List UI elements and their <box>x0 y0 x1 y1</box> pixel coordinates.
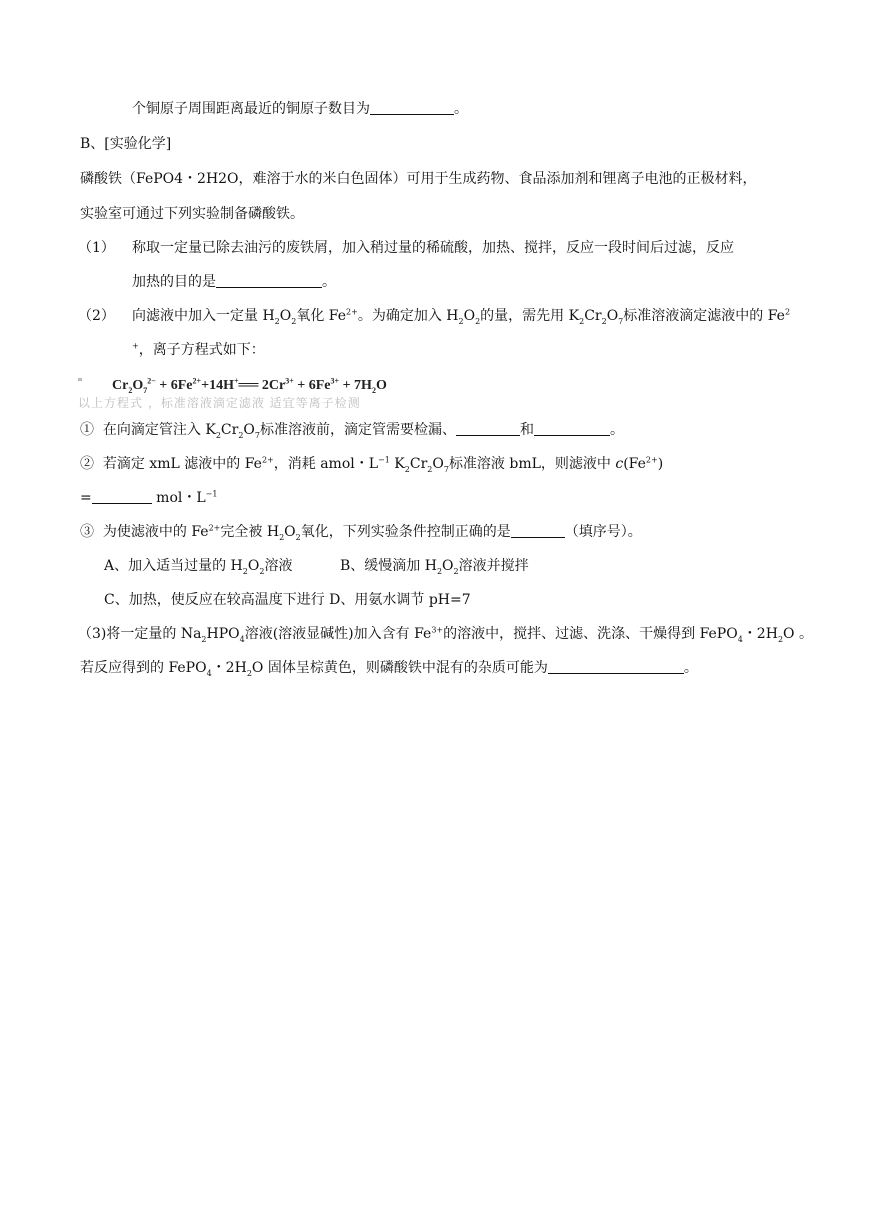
answer-blank-q1[interactable] <box>216 273 322 288</box>
circled-number-3: ③ <box>80 524 94 540</box>
q3-text: 溶液(溶液显碱性)加入含有 Fe <box>244 626 432 642</box>
s3-sub: 2 <box>279 532 285 542</box>
s2-text: (Fe <box>623 456 646 472</box>
s2-c-var: c <box>615 456 624 472</box>
q3-text: ・2H <box>211 660 247 676</box>
q3-end: 。 <box>683 660 698 676</box>
q2-text-d: 。为确定加入 H <box>357 308 459 324</box>
intro-line-1: 磷酸铁（FePO4・2H2O，难溶于水的米白色固体）可用于生成药物、食品添加剂和锂离子电池的正极材料， <box>80 171 757 187</box>
s3-sub: 2 <box>295 532 301 542</box>
eq-sup: 2+ <box>192 376 202 386</box>
s1-end: 。 <box>610 422 624 438</box>
circled-number-2: ② <box>80 456 94 472</box>
s2-text: O <box>432 456 444 472</box>
s2-equals: = <box>80 490 92 506</box>
q3-line-2 <box>80 659 698 677</box>
optA-text: 溶液 <box>264 558 293 574</box>
q1-line-1: 称取一定量已除去油污的废铁屑，加入稍过量的稀硫酸，加热、搅拌，反应一段时间后过滤，反应 <box>132 240 734 256</box>
s2-text: ，消耗 amol・L <box>273 456 379 472</box>
section-heading-b: B、[实验化学] <box>80 136 172 152</box>
line1-end: 。 <box>454 101 468 117</box>
s1-text: Cr <box>220 422 239 438</box>
q3-sup: 3+ <box>431 625 444 635</box>
subq-2-line-2 <box>80 489 217 507</box>
s1-text: O <box>243 422 255 438</box>
s1-text: 标准溶液前，滴定管需要检漏、 <box>260 422 456 438</box>
s3-sup: 2+ <box>208 523 221 533</box>
s2-text: K <box>389 456 405 472</box>
s3-end: （填序号）。 <box>564 524 642 540</box>
optA-sub: 2 <box>242 566 248 576</box>
q2-text-b: O <box>279 308 292 324</box>
optB-sub: 2 <box>436 566 443 576</box>
q3-sub: 4 <box>206 668 212 678</box>
q2-line-1 <box>132 307 790 325</box>
s3-text: 完全被 H <box>220 524 280 540</box>
eq-sub: 2 <box>128 385 133 395</box>
s2-sub: 2 <box>404 464 410 474</box>
q2-sup: 2 <box>784 307 791 317</box>
q3-sub: 2 <box>246 668 252 678</box>
q2-sub: 7 <box>618 316 624 326</box>
answer-blank-1[interactable] <box>370 100 454 115</box>
q2-sup-plus: + <box>132 341 139 351</box>
optB-text: B、缓慢滴加 H <box>340 558 437 574</box>
s2-text: Cr <box>409 456 428 472</box>
q1-end: 。 <box>322 274 336 290</box>
eq-sup: + <box>233 376 239 386</box>
s2-text: 若滴定 xmL 滤液中的 Fe <box>102 456 262 472</box>
eq-part: + 7H <box>339 378 372 393</box>
s2-sup: 2+ <box>261 455 274 465</box>
q2-text-i: 标准溶液滴定滤液中的 Fe <box>623 308 785 324</box>
q2-text-g: Cr <box>584 308 602 324</box>
question-line-copper <box>132 100 468 118</box>
q2-sup: 2+ <box>346 307 358 317</box>
s1-sub: 2 <box>238 430 244 440</box>
intro-line-2: 实验室可通过下列实验制备磷酸铁。 <box>80 206 304 222</box>
q1-line-2 <box>132 273 336 291</box>
q2-sub: 2 <box>601 316 607 326</box>
line1-text: 个铜原子周围距离最近的铜原子数目为 <box>132 101 370 117</box>
q1-line-2-text: 加热的目的是 <box>132 274 216 290</box>
subq-1 <box>80 421 624 439</box>
eq-part: O <box>132 378 144 393</box>
s2-sup: −1 <box>378 455 390 465</box>
eq-part: Cr <box>112 378 129 393</box>
eq-sub: 2 <box>371 385 376 395</box>
s2-unit-sup: −1 <box>205 489 218 499</box>
answer-blank-q3[interactable] <box>548 659 684 674</box>
q3-text: O 。 <box>783 626 813 642</box>
s1-and: 和 <box>520 422 534 438</box>
subq-3 <box>80 523 642 541</box>
q2-sub: 2 <box>458 316 464 326</box>
q3-sub: 2 <box>201 634 207 644</box>
q3-text: ・2H <box>742 626 778 642</box>
q2-sub: 2 <box>291 316 297 326</box>
q3-line-1 <box>78 625 813 643</box>
eq-sub: 7 <box>143 385 148 395</box>
s3-text: 为使滤液中的 Fe <box>102 524 209 540</box>
q2-number: （2） <box>78 308 115 324</box>
s3-text: O <box>284 524 296 540</box>
q2-sub: 2 <box>579 316 585 326</box>
circled-number-1: ① <box>80 422 94 438</box>
q2-text-h: O <box>606 308 619 324</box>
eq-part: + 6Fe <box>155 378 193 393</box>
eq-sup: 2− <box>147 376 156 386</box>
q3-text: 的溶液中，搅拌、过滤、洗涤、干燥得到 FePO <box>443 626 738 642</box>
s1-sub: 7 <box>254 430 260 440</box>
eq-sup: 3+ <box>330 376 340 386</box>
eq-part: + 6Fe <box>293 378 331 393</box>
answer-blank-s2[interactable] <box>92 489 152 504</box>
q3-text: HPO <box>206 626 240 642</box>
s1-sub: 2 <box>215 430 221 440</box>
q1-number: （1） <box>78 240 115 256</box>
eq-part: 2Cr <box>258 378 286 393</box>
option-b <box>340 557 529 575</box>
optB-sub: 2 <box>453 566 459 576</box>
answer-blank-s1a[interactable] <box>456 421 520 436</box>
s2-sup: 2+ <box>645 455 658 465</box>
optA-sub: 2 <box>259 566 265 576</box>
eq-part: +14H <box>201 378 234 393</box>
optB-text: O <box>442 558 454 574</box>
subq-2 <box>80 455 663 473</box>
q2-text-e: O <box>463 308 476 324</box>
eq-arrow: ══ <box>238 378 259 393</box>
q2-text-a: 向滤液中加入一定量 H <box>132 308 275 324</box>
s2-unit: mol・L <box>151 490 206 506</box>
optB-text: 溶液并搅拌 <box>458 558 529 574</box>
q3-sub: 4 <box>737 634 743 644</box>
q2-line-2 <box>132 341 265 359</box>
scan-mark <box>78 378 82 381</box>
ionic-equation <box>112 378 387 394</box>
answer-blank-s3[interactable] <box>511 523 565 538</box>
q3-sub: 4 <box>239 634 245 644</box>
optA-text: O <box>247 558 260 574</box>
eq-sup: 3+ <box>285 376 294 386</box>
s1-text: 在向滴定管注入 K <box>102 422 216 438</box>
q3-text: 若反应得到的 FePO <box>80 660 207 676</box>
ghost-text: 以上方程式 ，标准溶液滴定滤液 适宜等离子检测 <box>78 396 361 410</box>
q3-text: （3)将一定量的 Na <box>78 626 202 642</box>
q2-sub: 2 <box>274 316 280 326</box>
q2-text-c: 氧化 Fe <box>296 308 347 324</box>
s2-text: ) <box>657 456 664 472</box>
q3-sub: 2 <box>777 634 784 644</box>
s2-sub: 2 <box>427 464 433 474</box>
q3-text: O 固体呈棕黄色，则磷酸铁中混有的杂质可能为 <box>251 660 548 676</box>
option-a <box>104 557 292 575</box>
eq-part: O <box>375 378 387 393</box>
option-c-d: C、加热，使反应在较高温度下进行 D、用氨水调节 pH=7 <box>104 592 471 608</box>
s3-text: 氧化，下列实验条件控制正确的是 <box>300 524 511 540</box>
q2-sub: 2 <box>475 316 481 326</box>
s2-sub: 7 <box>443 464 449 474</box>
q2-text-f: 的量，需先用 K <box>480 308 580 324</box>
q2-line-2-text: ，离子方程式如下： <box>138 342 265 358</box>
answer-blank-s1b[interactable] <box>534 421 610 436</box>
optA-text: A、加入适当过量的 H <box>104 558 243 574</box>
s2-text: 标准溶液 bmL，则滤液中 <box>448 456 616 472</box>
